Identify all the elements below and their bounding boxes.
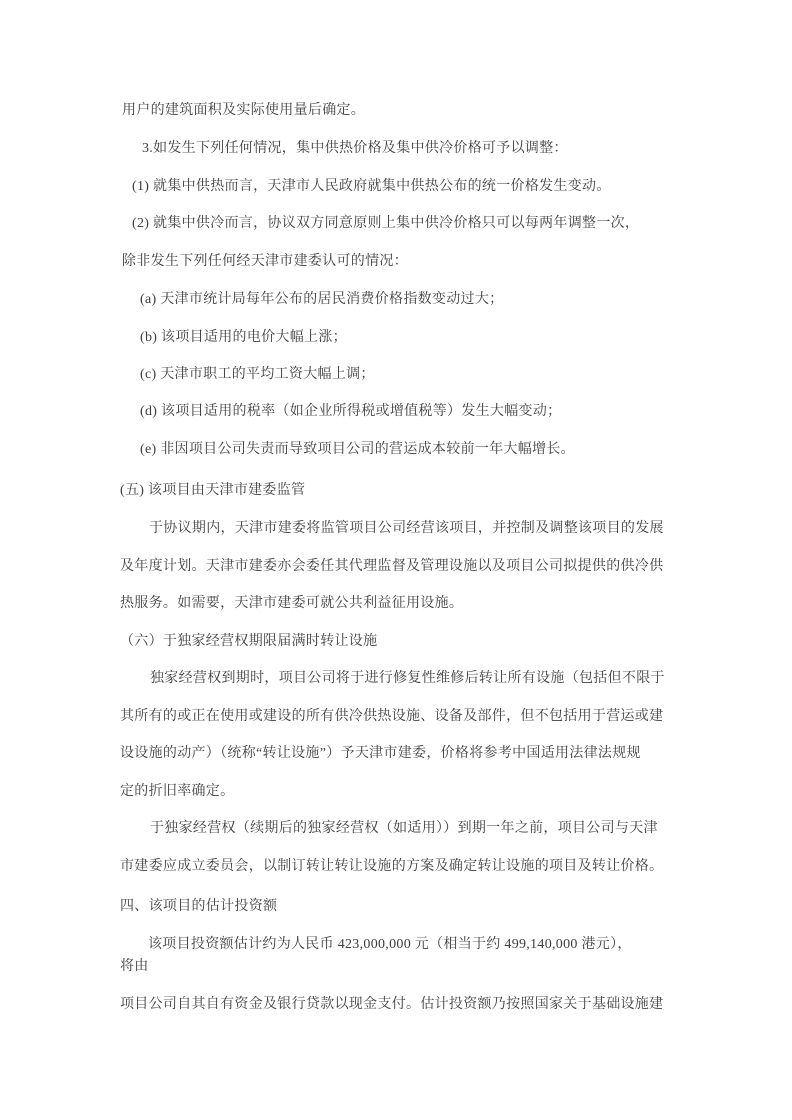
investment-para-line-2: 将由	[120, 959, 149, 974]
clause-3-price-adjustment-heading: 3.如发生下列任何情况，集中供热价格及集中供冷价格可予以调整：	[142, 141, 568, 156]
item-2-central-cooling: (2) 就集中供冷而言，协议双方同意原则上集中供冷价格只可以每两年调整一次，	[132, 216, 640, 231]
para-usage-determination-continuation: 用户的建筑面积及实际使用量后确定。	[122, 103, 366, 118]
section-5-heading-supervision: (五) 该项目由天津市建委监管	[120, 483, 306, 498]
item-1-central-heating: (1) 就集中供热而言，天津市人民政府就集中供热公布的统一价格发生变动。	[132, 179, 611, 194]
item-c-average-wage: (c) 天津市职工的平均工资大幅上调；	[140, 367, 375, 382]
section-6-para2-line-1: 于独家经营权（续期后的独家经营权（如适用））到期一年之前，项目公司与天津	[150, 821, 658, 836]
section-5-para-line-2: 及年度计划。天津市建委亦会委任其代理监督及管理设施以及项目公司拟提供的供冷供	[120, 559, 664, 574]
item-b-electricity-price: (b) 该项目适用的电价大幅上涨；	[140, 330, 347, 345]
item-d-tax-rate: (d) 该项目适用的税率（如企业所得税或增值税等）发生大幅变动；	[140, 404, 562, 419]
item-2-central-cooling-continuation: 除非发生下列任何经天津市建委认可的情况：	[122, 254, 408, 269]
section-6-para1-line-1: 独家经营权到期时，项目公司将于进行修复性维修后转让所有设施（包括但不限于	[150, 671, 665, 686]
investment-para-line-3: 项目公司自其自有资金及银行贷款以现金支付。估计投资额乃按照国家关于基础设施建	[120, 997, 664, 1012]
section-6-para1-line-4: 定的折旧率确定。	[120, 784, 235, 799]
investment-para-line-1: 该项目投资额估计约为人民币 423,000,000 元（相当于约 499,140,000 港元），	[148, 937, 632, 952]
section-6-heading-facility-transfer: （六）于独家经营权期限届满时转让设施	[120, 634, 378, 649]
section-6-para2-line-2: 市建委应成立委员会，以制订转让转让设施的方案及确定转让设施的项目及转让价格。	[120, 859, 664, 874]
item-e-operating-cost: (e) 非因项目公司失责而导致项目公司的营运成本较前一年大幅增长。	[140, 442, 575, 457]
section-6-para1-line-2: 其所有的或正在使用或建设的所有供冷供热设施、设备及部件，但不包括用于营运或建	[120, 709, 664, 724]
section-5-para-line-1: 于协议期内，天津市建委将监管项目公司经营该项目，并控制及调整该项目的发展	[149, 521, 664, 536]
section-4-heading-estimated-investment: 四、该项目的估计投资额	[120, 899, 278, 914]
item-a-cpi-change: (a) 天津市统计局每年公布的居民消费价格指数变动过大；	[140, 292, 504, 307]
section-6-para1-line-3: 设设施的动产）（统称“转让设施”）予天津市建委，价格将参考中国适用法律法规规	[120, 746, 641, 761]
section-5-para-line-3: 热服务。如需要，天津市建委可就公共利益征用设施。	[120, 596, 464, 611]
